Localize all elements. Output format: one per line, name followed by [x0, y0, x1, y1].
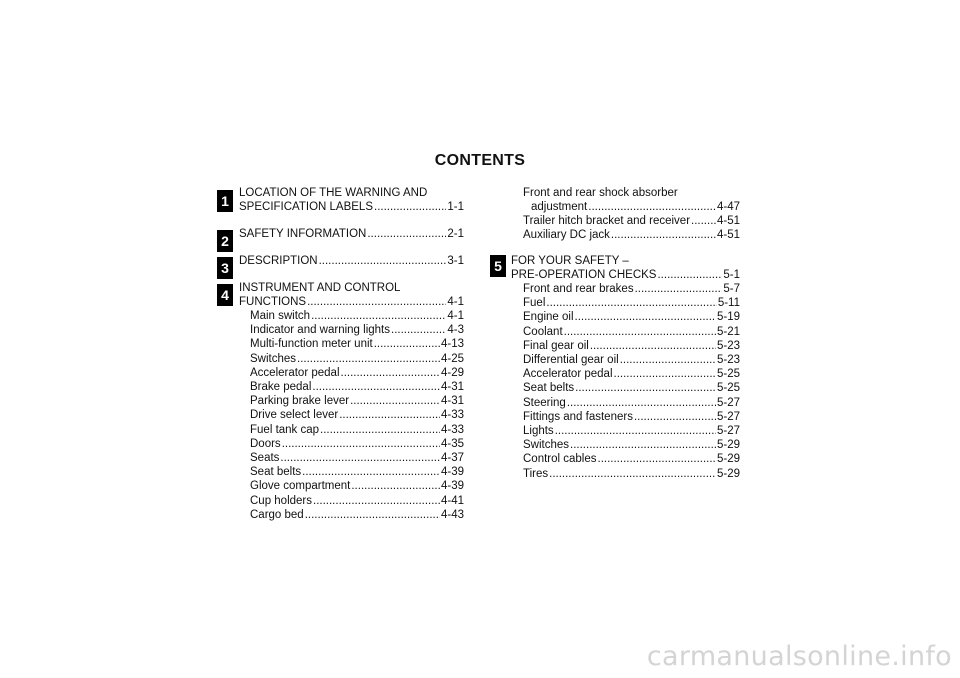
toc-subentry[interactable]: Accelerator pedal ..... 5-25 [523, 367, 740, 381]
toc-subentry[interactable]: Seat belts ..... 4-39 [250, 465, 464, 479]
toc-subentry[interactable]: Main switch ..... 4-1 [250, 309, 464, 323]
toc-subentry[interactable]: Parking brake lever ..... 4-31 [250, 394, 464, 408]
toc-subentry[interactable]: Cup holders ..... 4-41 [250, 494, 464, 508]
toc-subentry[interactable]: Tires ..... 5-29 [523, 467, 740, 481]
toc-subentry[interactable]: Cargo bed ..... 4-43 [250, 508, 464, 522]
toc-subentry[interactable]: Lights ..... 5-27 [523, 424, 740, 438]
toc-subentry[interactable]: Front and rear brakes ..... 5-7 [523, 282, 740, 296]
toc-subentry[interactable]: Brake pedal ..... 4-31 [250, 380, 464, 394]
toc-subentry[interactable]: Differential gear oil ..... 5-23 [523, 353, 740, 367]
section-tab-5[interactable]: 5 [490, 255, 506, 277]
toc-heading-line: INSTRUMENT AND CONTROL [239, 282, 401, 294]
page-number: 4-1 [447, 296, 464, 308]
section-tab-1[interactable]: 1 [217, 190, 233, 212]
toc-subentry[interactable]: Multi-function meter unit ..... 4-13 [250, 337, 464, 351]
watermark: carmanualsonline.info [646, 641, 952, 672]
page-title: CONTENTS [434, 152, 526, 169]
toc-subentry-list [250, 309, 464, 522]
toc-subentry[interactable]: Accelerator pedal ..... 4-29 [250, 366, 464, 380]
toc-subentry[interactable]: adjustment ..... 4-47 [531, 200, 740, 214]
toc-subentry[interactable]: Switches ..... 5-29 [523, 438, 740, 452]
page-number: 5-1 [723, 269, 740, 281]
section-tab-2[interactable]: 2 [217, 230, 233, 252]
toc-subentry[interactable]: Fuel ..... 5-11 [523, 296, 740, 310]
toc-subentry[interactable]: Control cables ..... 5-29 [523, 452, 740, 466]
toc-subentry[interactable]: Auxiliary DC jack ..... 4-51 [523, 228, 740, 242]
toc-subentry[interactable]: Trailer hitch bracket and receiver ..... 4-51 [523, 214, 740, 228]
toc-subentry-list [523, 282, 740, 481]
toc-heading-line: FOR YOUR SAFETY – [511, 255, 629, 267]
page-number: 2-1 [447, 228, 464, 240]
toc-subentry[interactable]: Seat belts ..... 5-25 [523, 381, 740, 395]
toc-subentry[interactable]: Engine oil ..... 5-19 [523, 310, 740, 324]
toc-entry-section-2[interactable]: SAFETY INFORMATION ..... 2-1 [239, 227, 464, 241]
toc-entry-section-1[interactable]: SPECIFICATION LABELS ..... 1-1 [239, 200, 464, 214]
toc-subentry-list [523, 214, 740, 242]
toc-subentry[interactable]: Steering ..... 5-27 [523, 396, 740, 410]
toc-subentry[interactable]: Seats ..... 4-37 [250, 451, 464, 465]
toc-subentry[interactable]: Doors ..... 4-35 [250, 437, 464, 451]
section-tab-3[interactable]: 3 [217, 257, 233, 279]
toc-subentry[interactable]: Indicator and warning lights ..... 4-3 [250, 323, 464, 337]
toc-subentry[interactable]: Glove compartment ..... 4-39 [250, 479, 464, 493]
toc-heading-line: LOCATION OF THE WARNING AND [239, 187, 428, 199]
toc-subentry-line: Front and rear shock absorber [523, 187, 678, 199]
toc-entry-section-5[interactable]: PRE-OPERATION CHECKS ..... 5-1 [511, 268, 740, 282]
toc-subentry[interactable]: Fuel tank cap ..... 4-33 [250, 423, 464, 437]
toc-entry-section-4[interactable]: FUNCTIONS ..... 4-1 [239, 295, 464, 309]
toc-subentry[interactable]: Final gear oil ..... 5-23 [523, 339, 740, 353]
toc-subentry[interactable]: Switches ..... 4-25 [250, 352, 464, 366]
page-number: 3-1 [447, 255, 464, 267]
toc-entry-section-3[interactable]: DESCRIPTION ..... 3-1 [239, 254, 464, 268]
toc-subentry[interactable]: Fittings and fasteners ..... 5-27 [523, 410, 740, 424]
toc-subentry[interactable]: Coolant ..... 5-21 [523, 325, 740, 339]
section-tab-4[interactable]: 4 [217, 284, 233, 306]
page-number: 1-1 [447, 201, 464, 213]
toc-subentry[interactable]: Drive select lever ..... 4-33 [250, 408, 464, 422]
